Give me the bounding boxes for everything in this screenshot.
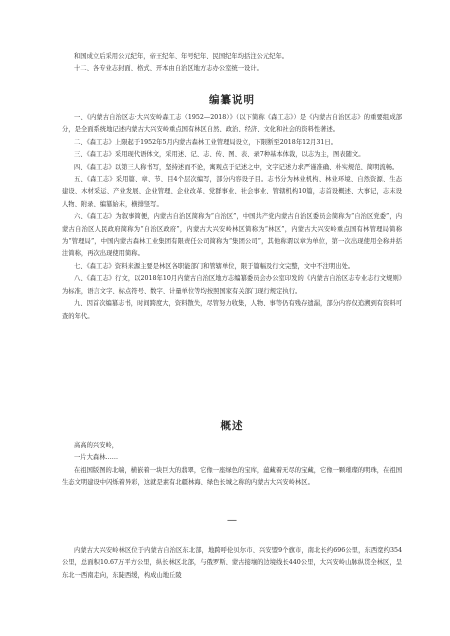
editorial-notes-body — [62, 112, 402, 323]
overview-body-paragraph: 内蒙古大兴安岭林区位于内蒙古自治区东北部，地跨呼伦贝尔市、兴安盟9个旗市，南北长约696公里，东西宽约354公里，总面积10.67万平方公里，纵长林区北部，与俄罗斯、蒙古接壤的边境线长440公里，大兴安岭山脉纵贯全林区，呈东北一西南走向，东陡西缓，构成山地丘陵 — [62, 547, 402, 579]
overview-divider-wrap — [62, 516, 402, 526]
editorial-paragraph: 六、《森工志》为叙事简便，内蒙古自治区简称为“自治区”，中国共产党内蒙古自治区委员会简称为“自治区党委”，内蒙古自治区人民政府简称为“自治区政府”，内蒙古大兴安岭林区简称为“林区”，内蒙古大兴安岭重点国有林管理局简称为“管理局”，中国内蒙古森林工业集团有限责任公司简称为“集团公司”，其他称谓以章为单位，第一次出现使用全称并括注简称，再次出现使用简称。 — [62, 213, 402, 258]
intro-line: 和国成立后采用公元纪年，帝王纪年、年号纪年、民国纪年均括注公元纪年。 — [74, 53, 289, 60]
editorial-paragraph: 三、《森工志》采用现代语体文，采用述、记、志、传、图、表、录7种基本体裁，以志为主，图表随文。 — [74, 151, 365, 159]
intro-line: 十二、各专业志封面、格式、开本由自治区地方志办公室统一设计。 — [74, 65, 263, 73]
editorial-paragraph: 四、《森工志》以第三人称书写，坚持述而不论，寓观点于记述之中，文字记述力求严谨准确、朴实规范、简明流畅。 — [74, 163, 399, 171]
intro-section — [62, 51, 402, 76]
editorial-paragraph: 二、《森工志》上限起于1952年5月内蒙古森林工业管理局设立，下限断至2018年12月31日。 — [74, 138, 338, 146]
editorial-paragraph: 一、《内蒙古自治区志·大兴安岭森工志（1952—2018）》（以下简称《森工志》）是《内蒙古自治区志》的重要组成部分，是全面系统地记述内蒙古大兴安岭重点国有林区自然、政治、经济、文化和社会的资料性著述。 — [62, 114, 402, 134]
overview-opening-paragraph: 在祖国版图的北端，横嵌着一块巨大的翡翠，它像一座绿色的宝库，蕴藏着无尽的宝藏，它像一颗璀璨的明珠，在祖国生态文明建设中闪烁着异彩，这就是素有北疆林海、绿色长城之称的内蒙古大兴安岭林区。 — [62, 466, 402, 487]
editorial-notes-section — [62, 92, 402, 107]
editorial-paragraph: 九、因首次编纂志书，时间跨度大，资料散失，尽管努力收集，人物、事等仍有残存遗漏，部分内容仅追溯到有资料可查的年代。 — [62, 300, 402, 320]
poem-line: 高高的兴安岭， — [74, 442, 119, 449]
section-divider: — — [227, 515, 237, 526]
editorial-paragraph: 八、《森工志》行文，以2018年10月内蒙古自治区地方志编纂委员会办公室印发的《内蒙古自治区志专业志行文规则》为标准，语言文字、标点符号、数字、计量单位等均按照国家有关部门现行规定执行。 — [62, 275, 402, 295]
overview-section — [62, 418, 402, 433]
overview-heading: 概述 — [220, 420, 244, 432]
overview-opening — [62, 440, 402, 490]
editorial-notes-heading: 编纂说明 — [209, 94, 255, 106]
overview-body — [62, 545, 402, 582]
poem-line: 一片大森林…… — [74, 454, 119, 462]
editorial-paragraph: 五、《森工志》采用篇、章、节、目4个层次编写，部分内容设子目。志书分为林业机构、林业环境、自然资源、生态建设、木材采运、产业发展、企业管理、企业改革、党群事业、社会事业、管辖机构10篇，志首设概述、大事记，志末设人物、附录、编纂始末，横排竖写。 — [62, 176, 402, 208]
editorial-paragraph: 七、《森工志》资料来源主要是林区各职能部门和管辖单位，限于篇幅及行文完整，文中不注明出处。 — [74, 262, 355, 270]
